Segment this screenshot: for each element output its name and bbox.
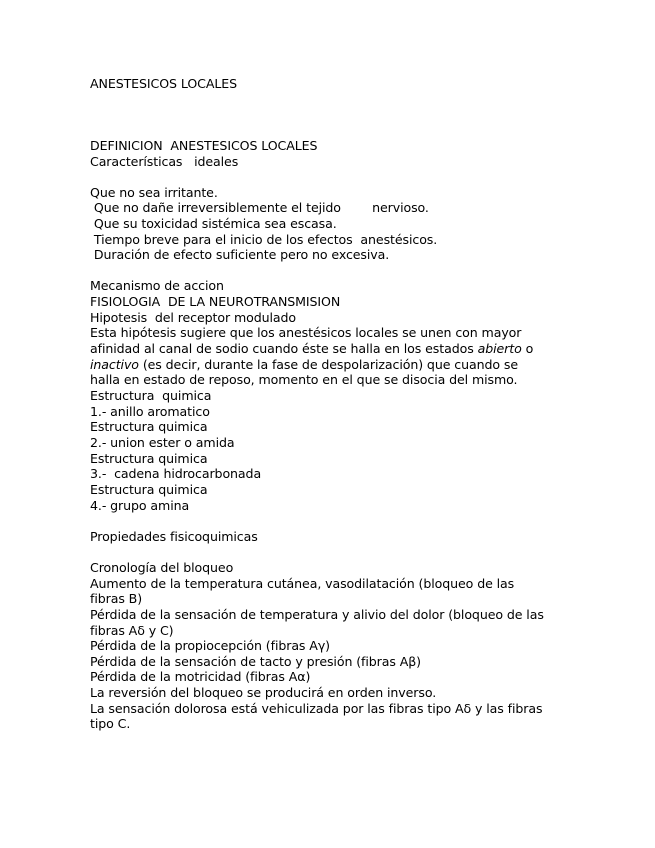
caracteristica-item: Duración de efecto suficiente pero no excesiva. bbox=[90, 247, 390, 262]
paragraph-line: halla en estado de reposo, momento en el que se disocia del mismo. bbox=[90, 372, 518, 387]
caracteristica-item: Que no sea irritante. bbox=[90, 185, 218, 200]
cronologia-line: Aumento de la temperatura cutánea, vasodilatación (bloqueo de las bbox=[90, 576, 515, 591]
cronologia-line: fibras Aδ y C) bbox=[90, 623, 174, 638]
estructura-line: Estructura quimica bbox=[90, 451, 208, 466]
estructura-line: Estructura quimica bbox=[90, 419, 208, 434]
caracteristica-item: Que no dañe irreversiblemente el tejido nervioso. bbox=[90, 200, 429, 215]
paragraph-text: afinidad al canal de sodio cuando éste se halla en los estados bbox=[90, 341, 478, 356]
paragraph-line bbox=[90, 341, 533, 357]
hipotesis-heading: Hipotesis del receptor modulado bbox=[90, 310, 297, 325]
fisiologia-heading: FISIOLOGIA DE LA NEUROTRANSMISION bbox=[90, 294, 341, 309]
cronologia-line: Pérdida de la motricidad (fibras Aα) bbox=[90, 669, 311, 684]
estructura-line: 1.- anillo aromatico bbox=[90, 404, 210, 419]
paragraph-text: (es decir, durante la fase de despolarización) que cuando se bbox=[138, 357, 518, 372]
cronologia-line: La reversión del bloqueo se producirá en orden inverso. bbox=[90, 685, 437, 700]
mecanismo-heading: Mecanismo de accion bbox=[90, 278, 224, 293]
paragraph-line bbox=[90, 357, 518, 373]
cronologia-line: Pérdida de la sensación de tacto y presión (fibras Aβ) bbox=[90, 654, 421, 669]
caracteristica-item: Tiempo breve para el inicio de los efectos anestésicos. bbox=[90, 232, 438, 247]
propiedades-heading: Propiedades fisicoquimicas bbox=[90, 529, 258, 544]
cronologia-line: tipo C. bbox=[90, 716, 131, 731]
cronologia-line: Pérdida de la propiocepción (fibras Aγ) bbox=[90, 638, 330, 653]
document-title: ANESTESICOS LOCALES bbox=[90, 76, 238, 91]
estructura-line: 3.- cadena hidrocarbonada bbox=[90, 466, 262, 481]
estructura-line: Estructura quimica bbox=[90, 482, 208, 497]
cronologia-line: Pérdida de la sensación de temperatura y alivio del dolor (bloqueo de las bbox=[90, 607, 544, 622]
cronologia-line: fibras B) bbox=[90, 591, 143, 606]
estructura-line: 4.- grupo amina bbox=[90, 498, 190, 513]
cronologia-line: La sensación dolorosa está vehiculizada por las fibras tipo Aδ y las fibras bbox=[90, 701, 543, 716]
caracteristicas-subheading: Características ideales bbox=[90, 154, 239, 169]
paragraph-text: o bbox=[521, 341, 534, 356]
caracteristica-item: Que su toxicidad sistémica sea escasa. bbox=[90, 216, 337, 231]
estructura-line: Estructura quimica bbox=[90, 388, 212, 403]
definicion-heading: DEFINICION ANESTESICOS LOCALES bbox=[90, 138, 318, 153]
paragraph-italic-text: inactivo bbox=[90, 357, 139, 372]
paragraph-italic-text: abierto bbox=[477, 341, 522, 356]
cronologia-heading: Cronología del bloqueo bbox=[90, 560, 234, 575]
paragraph-line: Esta hipótesis sugiere que los anestésicos locales se unen con mayor bbox=[90, 325, 522, 340]
estructura-line: 2.- union ester o amida bbox=[90, 435, 235, 450]
